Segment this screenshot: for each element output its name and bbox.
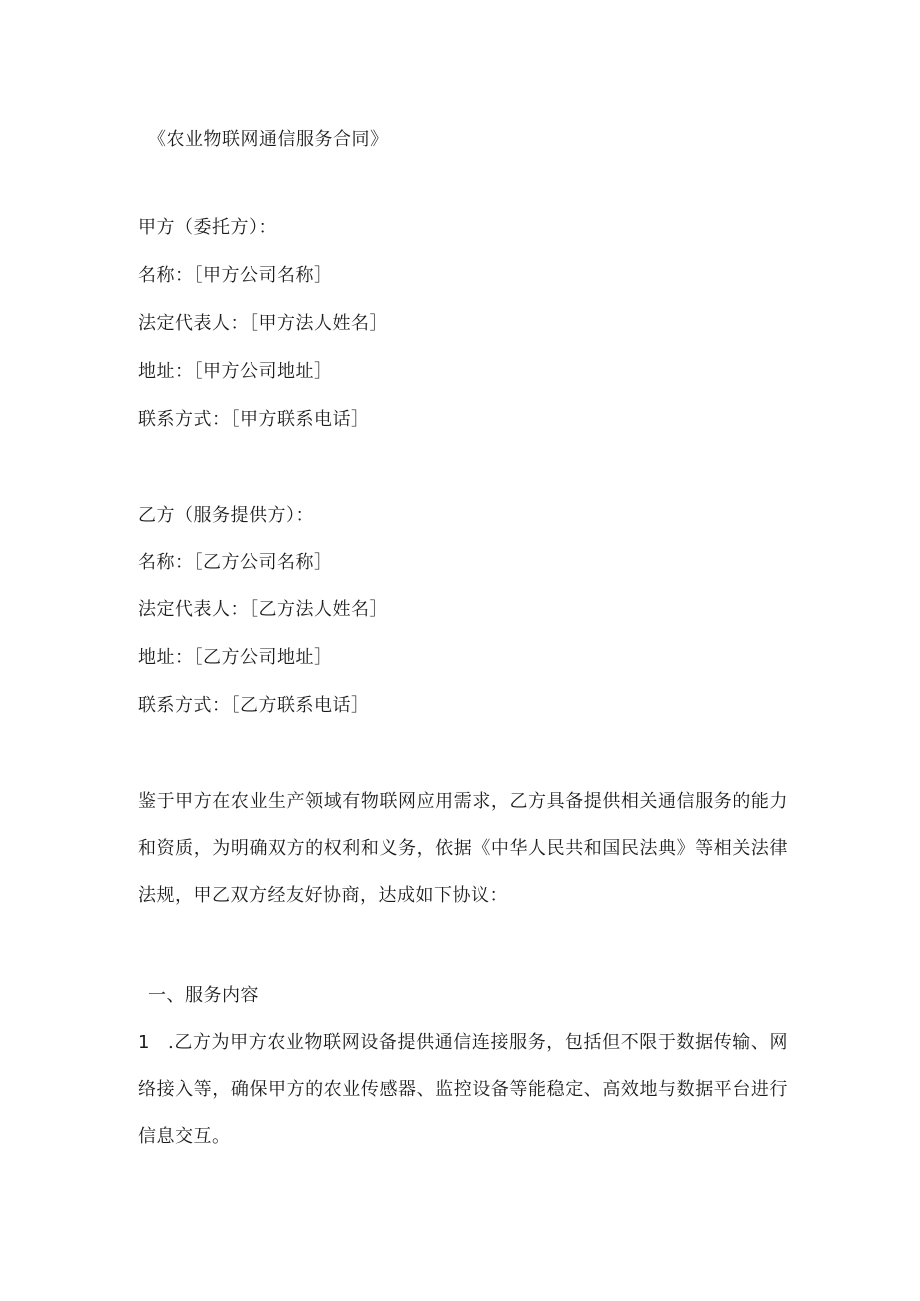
party-b-legal-rep: 法定代表人：［乙方法人姓名］ [138, 599, 388, 620]
clause-1 [138, 1019, 788, 1160]
party-b-heading: 乙方（服务提供方）： [138, 505, 314, 526]
document-title: 《农业物联网通信服务合同》 [148, 129, 389, 150]
party-a-address: 地址：［甲方公司地址］ [138, 361, 333, 382]
party-b-name: 名称：［乙方公司名称］ [138, 552, 333, 573]
party-a-contact: 联系方式：［甲方联系电话］ [138, 409, 370, 430]
party-b-address: 地址：［乙方公司地址］ [138, 647, 333, 668]
party-b-contact: 联系方式：［乙方联系电话］ [138, 695, 370, 716]
party-a-legal-rep: 法定代表人：［甲方法人姓名］ [138, 313, 388, 334]
preamble-paragraph: 鉴于甲方在农业生产领域有物联网应用需求，乙方具备提供相关通信服务的能力和资质，为明确双方的权利和义务，依据《中华人民共和国民法典》等相关法律法规，甲乙双方经友好协商，达成如下协议： [138, 791, 788, 906]
party-a-heading: 甲方（委托方）： [138, 217, 277, 238]
clause-text: .乙方为甲方农业物联网设备提供通信连接服务，包括但不限于数据传输、网络接入等，确保甲方的农业传感器、监控设备等能稳定、高效地与数据平台进行信息交互。 [138, 1032, 788, 1147]
clause-number: 1 [138, 1032, 150, 1053]
party-a-name: 名称：［甲方公司名称］ [138, 265, 333, 286]
section-heading-service-content: 一、服务内容 [148, 985, 259, 1006]
